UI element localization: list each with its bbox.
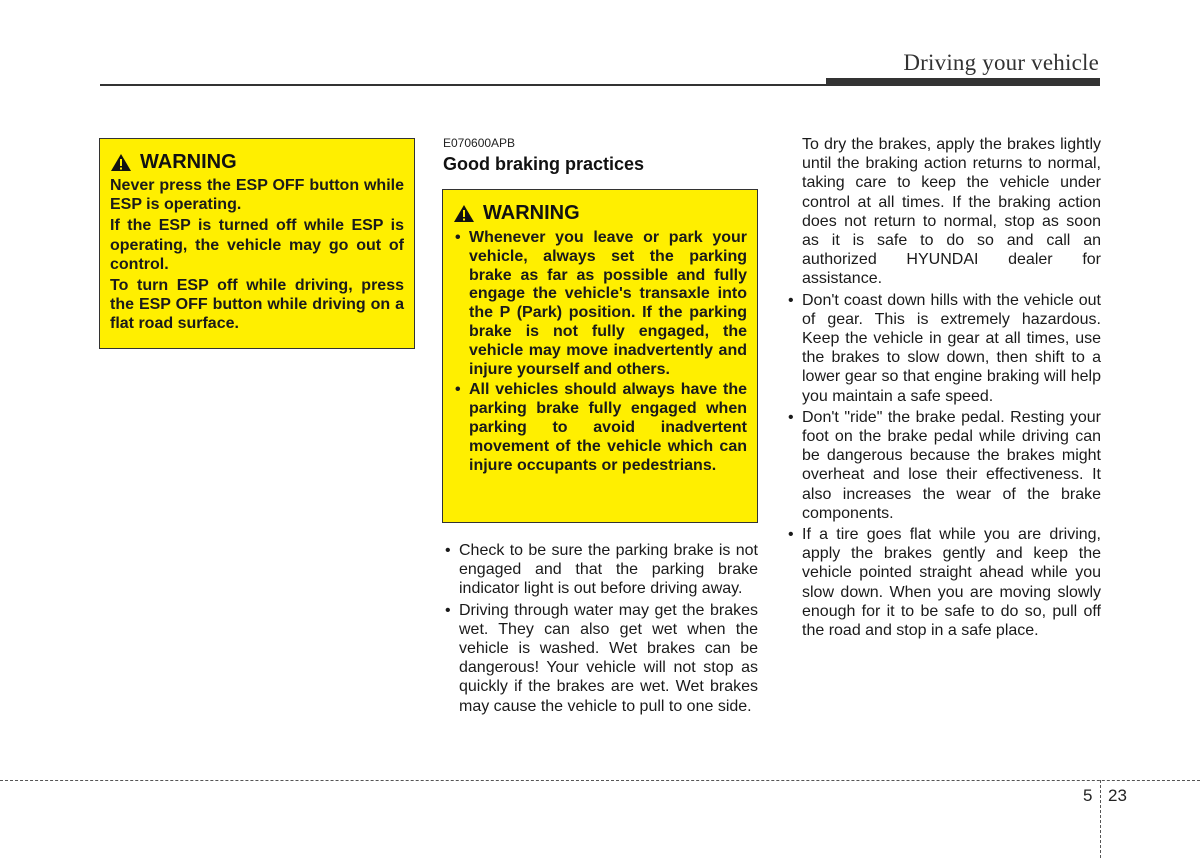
parking-warning-title: [453, 202, 747, 225]
parking-warning-bullet: • All vehicles should always have the parking brake fully engaged when parking to avoid inadvertent movement of the vehicle which can injure occupants or pedestrians.: [453, 381, 747, 475]
page-header-title: Driving your vehicle: [903, 50, 1099, 75]
esp-warning-box: [99, 138, 415, 349]
list-item: • Don't "ride" the brake pedal. Resting your foot on the brake pedal while driving can be dangerous because the brakes might overheat and lose their effectiveness. It also increases the wear of the brake components.: [786, 408, 1101, 523]
esp-warning-paragraph: To turn ESP off while driving, press the ESP OFF button while driving on a flat road surface.: [110, 277, 404, 333]
parking-warning-bullet: • Whenever you leave or park your vehicle, always set the parking brake as far as possible and fully engage the vehicle's transaxle into the P (Park) position. If the parking brake is not fully engaged, the vehicle may move inadvertently and injure yourself and others.: [453, 229, 747, 379]
esp-warning-paragraph: If the ESP is turned off while ESP is operating, the vehicle may go out of control.: [110, 217, 404, 273]
col2-bullet-list: [443, 541, 758, 718]
section-heading: Good braking practices: [443, 154, 645, 174]
esp-warning-paragraph: Never press the ESP OFF button while ESP is operating.: [110, 177, 404, 214]
warning-triangle-icon: [110, 153, 132, 172]
footer-rule: [0, 780, 1200, 781]
page-number: 23: [1108, 786, 1127, 805]
list-item: • If a tire goes flat while you are driving, apply the brakes gently and keep the vehicle pointed straight ahead while you slow down. When you are moving slowly enough for it to be safe to do so, pull off the road and stop in a safe place.: [786, 525, 1101, 640]
section-code: E070600APB: [443, 136, 516, 150]
warning-triangle-icon: [453, 204, 475, 223]
dry-brakes-paragraph: To dry the brakes, apply the brakes lightly until the braking action returns to normal, taking care to keep the vehicle under control at all times. If the braking action does not return to normal, stop as soon as it is safe to do so and call an authorized HYUNDAI dealer for assistance.: [802, 136, 1101, 288]
footer-divider: [1100, 780, 1101, 858]
list-item: • Don't coast down hills with the vehicle out of gear. This is extremely hazardous. Keep the vehicle in gear at all times, use the brakes to slow down, then shift to a lower gear so that engine braking will help you maintain a safe speed.: [786, 291, 1101, 406]
esp-warning-title: [110, 151, 404, 174]
list-item: • Driving through water may get the brakes wet. They can also get wet when the vehicle is washed. Wet brakes can be dangerous! Your vehicle will not stop as quickly if the brakes are wet. Wet brakes may cause the vehicle to pull to one side.: [443, 601, 758, 716]
col3-content: [786, 135, 1101, 642]
parking-warning-box: [442, 189, 758, 523]
chapter-number: 5: [1083, 786, 1093, 805]
esp-warning-title-text: WARNING: [140, 151, 237, 173]
header-rule-accent: [826, 78, 1100, 86]
parking-warning-title-text: WARNING: [483, 202, 580, 224]
list-item: • Check to be sure the parking brake is not engaged and that the parking brake indicator light is out before driving away.: [443, 541, 758, 599]
